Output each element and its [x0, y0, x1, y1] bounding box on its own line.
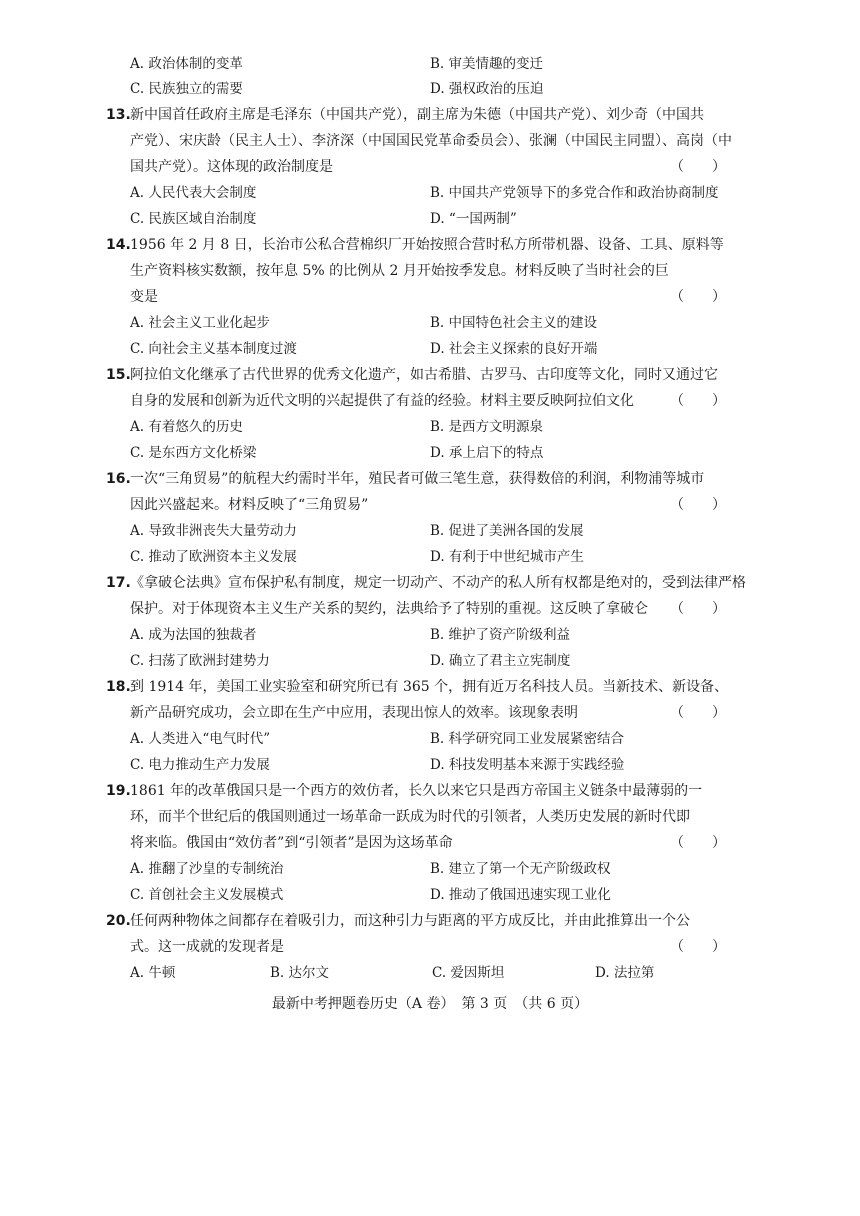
q20-options-row [0, 960, 860, 986]
q20-option-c: C. 爱因斯坦 [432, 965, 505, 981]
answer-paren: （ ） [670, 939, 726, 955]
q13-option-b: B. 中国共产党领导下的多党合作和政治协商制度 [430, 185, 719, 201]
q18-number: 18. [106, 679, 131, 695]
q17-option-c: C. 扫荡了欧洲封建势力 [130, 653, 270, 669]
q14-line-3 [0, 284, 860, 310]
q19-option-c: C. 首创社会主义发展模式 [130, 887, 284, 903]
q13-option-a: A. 人民代表大会制度 [130, 185, 257, 201]
q16-option-d: D. 有利于中世纪城市产生 [430, 549, 584, 565]
q14-option-b: B. 中国特色社会主义的建设 [430, 315, 598, 331]
answer-paren: （ ） [670, 497, 726, 513]
q20-stem: 任何两种物体之间都存在着吸引力，而这种引力与距离的平方成反比，并由此推算出一个公 [130, 913, 690, 929]
q13-option-c: C. 民族区域自治制度 [130, 211, 257, 227]
q18-stem: 新产品研究成功，会立即在生产中应用，表现出惊人的效率。该现象表明 [130, 705, 578, 721]
q13-stem: 产党）、宋庆龄（民主人士）、李济深（中国国民党革命委员会）、张澜（中国民主同盟）、高岗（中 [130, 133, 732, 149]
q14-stem: 变是 [130, 289, 158, 305]
q13-options-row-2 [0, 206, 860, 232]
q19-options-row-2 [0, 882, 860, 908]
q19-option-b: B. 建立了第一个无产阶级政权 [430, 861, 611, 877]
q12-option-d: D. 强权政治的压迫 [430, 81, 544, 97]
q17-option-d: D. 确立了君主立宪制度 [430, 653, 571, 669]
q14-line-2 [0, 258, 860, 284]
q14-option-a: A. 社会主义工业化起步 [130, 315, 270, 331]
q12-option-c: C. 民族独立的需要 [130, 81, 243, 97]
q19-line-1 [0, 778, 860, 804]
q18-line-2 [0, 700, 860, 726]
q19-line-3 [0, 830, 860, 856]
q20-option-d: D. 法拉第 [595, 965, 655, 981]
q16-stem: 因此兴盛起来。材料反映了“三角贸易” [130, 497, 369, 513]
q13-stem: 国共产党）。这体现的政治制度是 [130, 159, 333, 175]
q20-line-1 [0, 908, 860, 934]
q18-option-c: C. 电力推动生产力发展 [130, 757, 270, 773]
q16-option-b: B. 促进了美洲各国的发展 [430, 523, 584, 539]
q15-option-b: B. 是西方文明源泉 [430, 419, 544, 435]
q15-option-a: A. 有着悠久的历史 [130, 419, 243, 435]
q16-line-1 [0, 466, 860, 492]
q20-stem: 式。这一成就的发现者是 [130, 939, 284, 955]
q14-option-d: D. 社会主义探索的良好开端 [430, 341, 598, 357]
q18-options-row-2 [0, 752, 860, 778]
q15-stem: 自身的发展和创新为近代文明的兴起提供了有益的经验。材料主要反映阿拉伯文化 [130, 393, 634, 409]
q17-options-row-2 [0, 648, 860, 674]
q19-stem: 环，而半个世纪后的俄国则通过一场革命一跃成为时代的引领者，人类历史发展的新时代即 [130, 809, 690, 825]
q16-options-row-1 [0, 518, 860, 544]
q15-options-row-2 [0, 440, 860, 466]
q19-stem: 1861 年的改革俄国只是一个西方的效仿者，长久以来它只是西方帝国主义链条中最薄弱的一 [130, 783, 703, 799]
q18-line-1 [0, 674, 860, 700]
q14-option-c: C. 向社会主义基本制度过渡 [130, 341, 297, 357]
q13-options-row-1 [0, 180, 860, 206]
q17-options-row-1 [0, 622, 860, 648]
q17-line-1 [0, 570, 860, 596]
q13-number: 13. [106, 107, 131, 123]
q12-options-row-1 [0, 51, 860, 77]
q17-line-2 [0, 596, 860, 622]
q16-line-2 [0, 492, 860, 518]
q17-stem: 《拿破仑法典》宣布保护私有制度，规定一切动产、不动产的私人所有权都是绝对的，受到法律严格 [130, 575, 746, 591]
q18-option-b: B. 科学研究同工业发展紧密结合 [430, 731, 625, 747]
q17-stem: 保护。对于体现资本主义生产关系的契约，法典给予了特别的重视。这反映了拿破仑 [130, 601, 648, 617]
q14-options-row-2 [0, 336, 860, 362]
answer-paren: （ ） [670, 601, 726, 617]
q15-option-d: D. 承上启下的特点 [430, 445, 544, 461]
page-footer: 最新中考押题卷历史（A 卷） 第 3 页 （共 6 页） [271, 996, 589, 1012]
q15-line-2 [0, 388, 860, 414]
q14-stem: 生产资料核实数额，按年息 5% 的比例从 2 月开始按季发息。材料反映了当时社会的巨 [130, 263, 669, 279]
q13-stem: 新中国首任政府主席是毛泽东（中国共产党），副主席为朱德（中国共产党）、刘少奇（中国共 [130, 107, 704, 123]
q19-number: 19. [106, 783, 131, 799]
q17-option-a: A. 成为法国的独裁者 [130, 627, 257, 643]
answer-paren: （ ） [670, 705, 726, 721]
answer-paren: （ ） [670, 393, 726, 409]
answer-paren: （ ） [670, 289, 726, 305]
q14-line-1 [0, 232, 860, 258]
q13-line-1 [0, 102, 860, 128]
answer-paren: （ ） [670, 835, 726, 851]
q19-options-row-1 [0, 856, 860, 882]
q16-option-a: A. 导致非洲丧失大量劳动力 [130, 523, 297, 539]
q20-line-2 [0, 934, 860, 960]
q12-option-a: A. 政治体制的变革 [130, 56, 243, 72]
q17-option-b: B. 维护了资产阶级利益 [430, 627, 571, 643]
q15-stem: 阿拉伯文化继承了古代世界的优秀文化遗产，如古希腊、古罗马、古印度等文化，同时又通过它 [130, 367, 718, 383]
q14-options-row-1 [0, 310, 860, 336]
q18-options-row-1 [0, 726, 860, 752]
q12-option-b: B. 审美情趣的变迁 [430, 56, 544, 72]
q18-option-a: A. 人类进入“电气时代” [130, 731, 271, 747]
q19-option-d: D. 推动了俄国迅速实现工业化 [430, 887, 611, 903]
q15-option-c: C. 是东西方文化桥梁 [130, 445, 257, 461]
q12-options-row-2 [0, 76, 860, 102]
q15-line-1 [0, 362, 860, 388]
q20-number: 20. [106, 913, 131, 929]
q16-option-c: C. 推动了欧洲资本主义发展 [130, 549, 297, 565]
q19-line-2 [0, 804, 860, 830]
q14-number: 14. [106, 237, 131, 253]
q15-options-row-1 [0, 414, 860, 440]
answer-paren: （ ） [670, 159, 726, 175]
q16-options-row-2 [0, 544, 860, 570]
q19-stem: 将来临。俄国由“效仿者”到“引领者”是因为这场革命 [130, 835, 453, 851]
q16-stem: 一次“三角贸易”的航程大约需时半年，殖民者可做三笔生意，获得数倍的利润，利物浦等城市 [130, 471, 705, 487]
q16-number: 16. [106, 471, 131, 487]
q13-option-d: D. “一国两制” [430, 211, 517, 227]
q14-stem: 1956 年 2 月 8 日，长治市公私合营棉织厂开始按照合营时私方所带机器、设备、工具、原料等 [130, 237, 724, 253]
q17-number: 17. [106, 575, 131, 591]
q19-option-a: A. 推翻了沙皇的专制统治 [130, 861, 284, 877]
q13-line-2 [0, 128, 860, 154]
q20-option-a: A. 牛顿 [130, 965, 176, 981]
q15-number: 15. [106, 367, 131, 383]
q18-option-d: D. 科技发明基本来源于实践经验 [430, 757, 625, 773]
q13-line-3 [0, 154, 860, 180]
q18-stem: 到 1914 年，美国工业实验室和研究所已有 365 个，拥有近万名科技人员。当新技术、新设备、 [130, 679, 729, 695]
q20-option-b: B. 达尔文 [270, 965, 330, 981]
